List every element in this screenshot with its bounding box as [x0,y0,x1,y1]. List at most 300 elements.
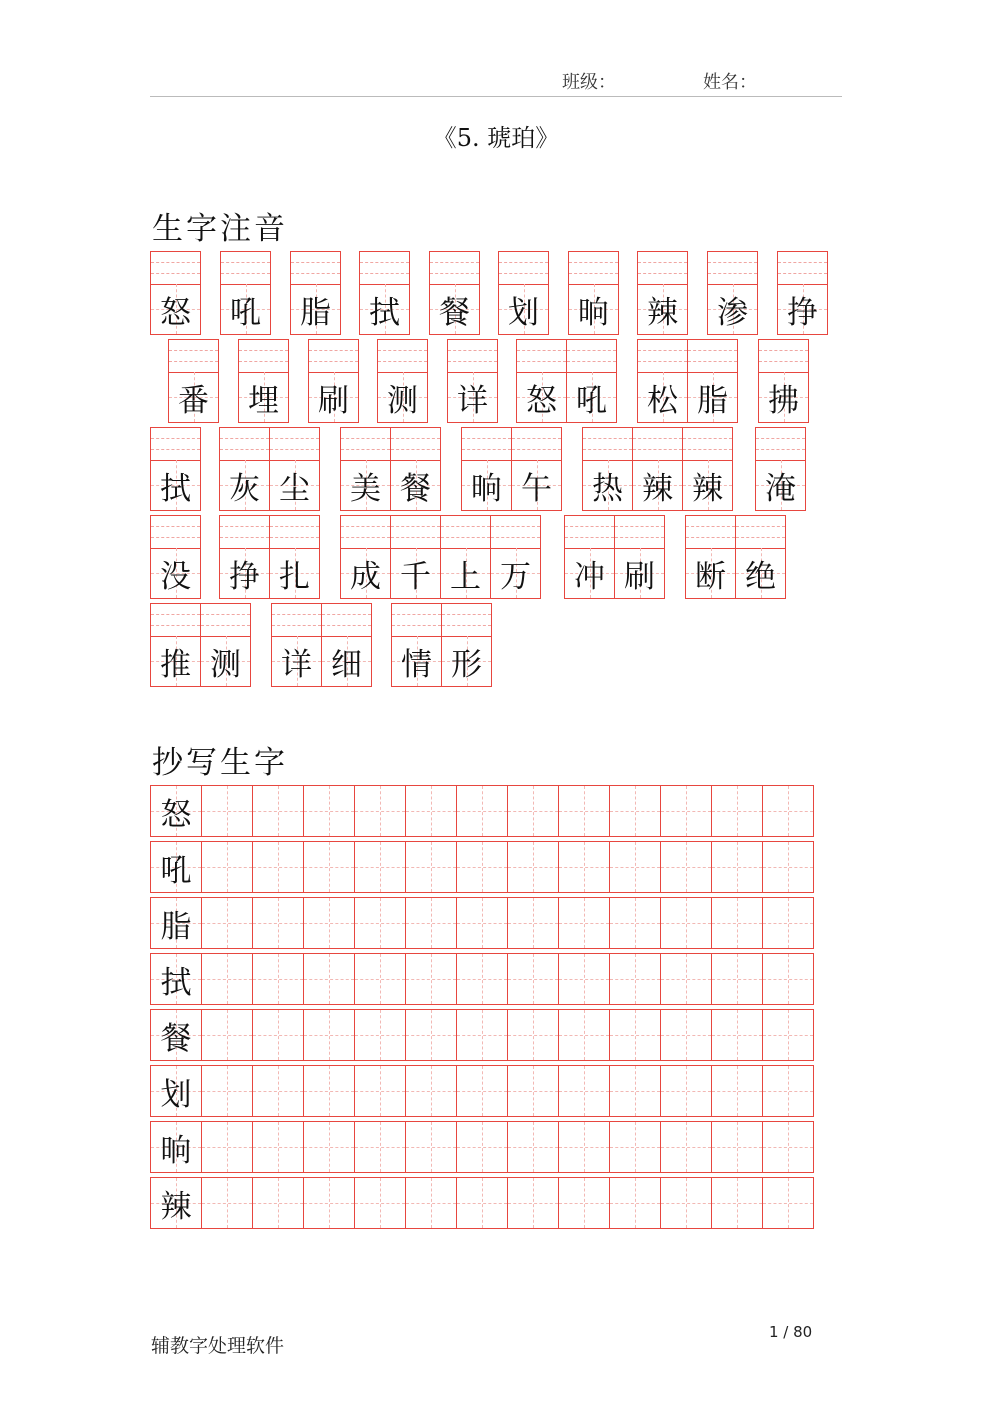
pinyin-box[interactable] [778,252,827,285]
pinyin-cell[interactable] [340,515,391,599]
pinyin-box[interactable] [499,252,548,285]
model-character: 辣 [160,1188,192,1225]
pinyin-cell[interactable] [168,339,219,423]
practice-blank-cell[interactable] [354,1009,406,1061]
practice-blank-cell[interactable] [201,953,253,1005]
practice-blank-cell[interactable] [762,897,814,949]
practice-blank-cell[interactable] [252,897,304,949]
pinyin-box[interactable] [309,340,358,373]
character: 拂 [768,382,799,419]
practice-blank-cell[interactable] [201,841,253,893]
model-character: 餐 [160,1020,192,1057]
pinyin-cell[interactable] [511,427,562,511]
character: 晌 [578,294,609,331]
practice-blank-cell[interactable] [405,1009,457,1061]
pinyin-box[interactable] [391,516,440,549]
pinyin-cell[interactable] [568,251,619,335]
vocab-word [377,339,427,423]
vocab-word [498,251,548,335]
practice-blank-cell[interactable] [405,1065,457,1117]
character: 埋 [248,382,279,419]
pinyin-box[interactable] [272,604,321,637]
model-character: 晌 [160,1132,192,1169]
practice-model-cell [150,1009,202,1061]
character: 扎 [279,558,310,595]
character: 番 [178,382,209,419]
character: 刷 [318,382,349,419]
practice-blank-cell[interactable] [558,1065,610,1117]
pinyin-box[interactable] [638,340,687,373]
section-copy-title: 抄写生字 [152,745,288,781]
character: 没 [160,558,191,595]
vocab-word [308,339,358,423]
pinyin-box[interactable] [392,604,441,637]
practice-blank-cell[interactable] [711,841,763,893]
pinyin-box[interactable] [270,428,319,461]
practice-blank-cell[interactable] [558,841,610,893]
practice-blank-cell[interactable] [303,1177,355,1229]
character: 热 [592,470,623,507]
pinyin-cell[interactable] [614,515,665,599]
practice-blank-cell[interactable] [660,841,712,893]
pinyin-box[interactable] [583,428,632,461]
practice-row [150,897,818,949]
character: 详 [457,382,488,419]
pinyin-cell[interactable] [498,251,549,335]
character: 午 [521,470,552,507]
pinyin-box[interactable] [569,252,618,285]
practice-blank-cell[interactable] [405,1121,457,1173]
pinyin-cell[interactable] [441,603,492,687]
practice-blank-cell[interactable] [354,785,406,837]
pinyin-box[interactable] [441,516,490,549]
character: 吼 [230,294,261,331]
practice-blank-cell[interactable] [609,897,661,949]
pinyin-box[interactable] [462,428,511,461]
pinyin-cell[interactable] [707,251,758,335]
practice-blank-cell[interactable] [507,785,559,837]
practice-blank-cell[interactable] [762,1177,814,1229]
practice-blank-cell[interactable] [762,953,814,1005]
pinyin-cell[interactable] [516,339,567,423]
pinyin-cell[interactable] [340,427,391,511]
pinyin-box[interactable] [638,252,687,285]
pinyin-box[interactable] [151,252,200,285]
pinyin-cell[interactable] [758,339,809,423]
pinyin-cell[interactable] [582,427,633,511]
pinyin-box[interactable] [683,428,732,461]
practice-blank-cell[interactable] [507,1065,559,1117]
footer-software: 辅教字处理软件 [151,1335,285,1357]
pinyin-cell[interactable] [219,427,270,511]
vocab-word [359,251,409,335]
practice-blank-cell[interactable] [762,1009,814,1061]
pinyin-cell[interactable] [490,515,541,599]
pinyin-box[interactable] [756,428,805,461]
practice-blank-cell[interactable] [609,841,661,893]
pinyin-cell[interactable] [200,603,251,687]
practice-blank-cell[interactable] [660,1009,712,1061]
practice-blank-cell[interactable] [252,1121,304,1173]
practice-row [150,1121,818,1173]
practice-blank-cell[interactable] [456,1065,508,1117]
pinyin-cell[interactable] [238,339,289,423]
character: 灰 [229,470,260,507]
pinyin-box[interactable] [615,516,664,549]
character: 餐 [400,470,431,507]
pinyin-cell[interactable] [682,427,733,511]
practice-blank-cell[interactable] [354,897,406,949]
character: 细 [331,646,362,683]
pinyin-cell[interactable] [566,339,617,423]
pinyin-cell[interactable] [269,427,320,511]
pinyin-box[interactable] [220,516,269,549]
practice-blank-cell[interactable] [507,841,559,893]
vocab-word [707,251,757,335]
practice-blank-cell[interactable] [252,1177,304,1229]
practice-blank-cell[interactable] [507,1009,559,1061]
practice-blank-cell[interactable] [405,785,457,837]
vocab-word [777,251,827,335]
vocab-word [755,427,805,511]
practice-blank-cell[interactable] [660,1065,712,1117]
pinyin-box[interactable] [391,428,440,461]
pinyin-box[interactable] [291,252,340,285]
character: 冲 [574,558,605,595]
character: 挣 [787,294,818,331]
character: 划 [508,294,539,331]
vocab-word [150,603,250,687]
practice-blank-cell[interactable] [201,1009,253,1061]
vocab-word [168,339,218,423]
pinyin-box[interactable] [442,604,491,637]
practice-blank-cell[interactable] [558,785,610,837]
pinyin-cell[interactable] [290,251,341,335]
practice-blank-cell[interactable] [507,1177,559,1229]
practice-blank-cell[interactable] [201,1177,253,1229]
vocab-word [461,427,561,511]
character: 辣 [647,294,678,331]
practice-blank-cell[interactable] [252,953,304,1005]
practice-blank-cell[interactable] [456,841,508,893]
character: 推 [160,646,191,683]
practice-blank-cell[interactable] [201,1121,253,1173]
character: 万 [500,558,531,595]
character: 尘 [279,470,310,507]
practice-blank-cell[interactable] [354,1065,406,1117]
page-title: 《5. 琥珀》 [432,124,560,152]
character: 吼 [576,382,607,419]
practice-blank-cell[interactable] [354,841,406,893]
pinyin-cell[interactable] [564,515,615,599]
practice-blank-cell[interactable] [711,1065,763,1117]
practice-blank-cell[interactable] [303,1009,355,1061]
practice-blank-cell[interactable] [762,1121,814,1173]
practice-model-cell [150,953,202,1005]
character: 测 [210,646,241,683]
practice-blank-cell[interactable] [609,785,661,837]
pinyin-cell[interactable] [390,427,441,511]
vocab-word [391,603,491,687]
vocab-word [150,427,200,511]
pinyin-box[interactable] [151,428,200,461]
character: 渗 [717,294,748,331]
practice-blank-cell[interactable] [303,1065,355,1117]
pinyin-cell[interactable] [755,427,806,511]
pinyin-box[interactable] [430,252,479,285]
practice-model-cell [150,1121,202,1173]
practice-blank-cell[interactable] [609,1009,661,1061]
practice-blank-cell[interactable] [507,1121,559,1173]
practice-blank-cell[interactable] [354,953,406,1005]
pinyin-cell[interactable] [440,515,491,599]
pinyin-box[interactable] [322,604,371,637]
vocab-word [271,603,371,687]
vocab-word [340,515,540,599]
practice-blank-cell[interactable] [456,1121,508,1173]
pinyin-cell[interactable] [735,515,786,599]
pinyin-cell[interactable] [359,251,410,335]
pinyin-box[interactable] [270,516,319,549]
vocab-word [290,251,340,335]
character: 详 [281,646,312,683]
vocab-word [150,251,200,335]
practice-blank-cell[interactable] [711,953,763,1005]
page-number: 1 / 80 [769,1323,813,1341]
character: 上 [450,558,481,595]
pinyin-box[interactable] [201,604,250,637]
practice-blank-cell[interactable] [609,953,661,1005]
practice-blank-cell[interactable] [354,1121,406,1173]
practice-blank-cell[interactable] [507,953,559,1005]
vocab-word [447,339,497,423]
model-character: 拭 [160,964,192,1001]
pinyin-box[interactable] [633,428,682,461]
practice-blank-cell[interactable] [456,1009,508,1061]
practice-blank-cell[interactable] [558,897,610,949]
practice-blank-cell[interactable] [303,1121,355,1173]
practice-blank-cell[interactable] [354,1177,406,1229]
pinyin-box[interactable] [565,516,614,549]
pinyin-box[interactable] [341,428,390,461]
character: 脂 [300,294,331,331]
practice-blank-cell[interactable] [609,1065,661,1117]
character: 测 [387,382,418,419]
practice-model-cell [150,897,202,949]
pinyin-cell[interactable] [429,251,480,335]
practice-row [150,1065,818,1117]
pinyin-box[interactable] [708,252,757,285]
practice-blank-cell[interactable] [762,785,814,837]
practice-blank-cell[interactable] [456,785,508,837]
character: 餐 [439,294,470,331]
practice-blank-cell[interactable] [660,785,712,837]
pinyin-cell[interactable] [150,515,201,599]
vocab-word [564,515,664,599]
practice-blank-cell[interactable] [303,841,355,893]
vocab-word [758,339,808,423]
model-character: 脂 [160,908,192,945]
practice-grid [150,785,818,1233]
practice-blank-cell[interactable] [711,897,763,949]
model-character: 怒 [160,796,192,833]
practice-blank-cell[interactable] [405,1177,457,1229]
practice-row [150,785,818,837]
character: 怒 [160,294,191,331]
practice-blank-cell[interactable] [201,897,253,949]
practice-blank-cell[interactable] [660,1177,712,1229]
practice-row [150,841,818,893]
pinyin-cell[interactable] [219,515,270,599]
character: 挣 [229,558,260,595]
class-label: 班级： [562,72,616,93]
practice-blank-cell[interactable] [303,785,355,837]
practice-blank-cell[interactable] [303,953,355,1005]
pinyin-box[interactable] [378,340,427,373]
pinyin-box[interactable] [151,516,200,549]
practice-blank-cell[interactable] [252,1009,304,1061]
practice-blank-cell[interactable] [762,841,814,893]
practice-blank-cell[interactable] [456,1177,508,1229]
pinyin-box[interactable] [239,340,288,373]
pinyin-cell[interactable] [391,603,442,687]
practice-model-cell [150,1065,202,1117]
model-character: 吼 [160,852,192,889]
character: 形 [451,646,482,683]
practice-model-cell [150,841,202,893]
pinyin-cell[interactable] [447,339,498,423]
vocab-word [340,427,440,511]
practice-blank-cell[interactable] [660,1121,712,1173]
pinyin-box[interactable] [512,428,561,461]
practice-row [150,1009,818,1061]
character: 淹 [765,470,796,507]
pinyin-cell[interactable] [377,339,428,423]
practice-blank-cell[interactable] [711,1009,763,1061]
vocab-word [582,427,732,511]
pinyin-cell[interactable] [637,339,688,423]
practice-blank-cell[interactable] [711,785,763,837]
section-pinyin-title: 生字注音 [152,211,288,247]
practice-row [150,1177,818,1229]
pinyin-box[interactable] [736,516,785,549]
vocab-word [637,339,737,423]
practice-blank-cell[interactable] [252,785,304,837]
character: 辣 [642,470,673,507]
pinyin-box[interactable] [686,516,735,549]
pinyin-cell[interactable] [321,603,372,687]
vocab-word [637,251,687,335]
pinyin-cell[interactable] [632,427,683,511]
practice-blank-cell[interactable] [558,1009,610,1061]
pinyin-cell[interactable] [777,251,828,335]
vocab-word [220,251,270,335]
practice-blank-cell[interactable] [252,1065,304,1117]
pinyin-box[interactable] [221,252,270,285]
practice-blank-cell[interactable] [252,841,304,893]
vocab-word [568,251,618,335]
practice-blank-cell[interactable] [456,897,508,949]
pinyin-cell[interactable] [150,427,201,511]
character: 辣 [692,470,723,507]
character: 美 [350,470,381,507]
character: 成 [350,558,381,595]
pinyin-box[interactable] [151,604,200,637]
pinyin-box[interactable] [759,340,808,373]
pinyin-box[interactable] [220,428,269,461]
name-label: 姓名： [703,72,757,93]
practice-blank-cell[interactable] [711,1177,763,1229]
practice-blank-cell[interactable] [609,1121,661,1173]
pinyin-box[interactable] [567,340,616,373]
pinyin-cell[interactable] [390,515,441,599]
character: 松 [647,382,678,419]
practice-blank-cell[interactable] [558,953,610,1005]
practice-blank-cell[interactable] [405,897,457,949]
pinyin-cell[interactable] [271,603,322,687]
pinyin-box[interactable] [448,340,497,373]
pinyin-cell[interactable] [150,603,201,687]
practice-row [150,953,818,1005]
character: 绝 [745,558,776,595]
character: 脂 [697,382,728,419]
pinyin-box[interactable] [360,252,409,285]
practice-blank-cell[interactable] [558,1177,610,1229]
character: 情 [401,646,432,683]
pinyin-box[interactable] [491,516,540,549]
pinyin-box[interactable] [688,340,737,373]
pinyin-cell[interactable] [220,251,271,335]
practice-blank-cell[interactable] [405,953,457,1005]
practice-blank-cell[interactable] [762,1065,814,1117]
practice-blank-cell[interactable] [711,1121,763,1173]
vocab-word [429,251,479,335]
practice-blank-cell[interactable] [201,785,253,837]
pinyin-cell[interactable] [150,251,201,335]
vocab-word [150,515,200,599]
pinyin-cell[interactable] [687,339,738,423]
pinyin-box[interactable] [169,340,218,373]
vocab-word [219,515,319,599]
practice-blank-cell[interactable] [660,953,712,1005]
practice-blank-cell[interactable] [660,897,712,949]
pinyin-cell[interactable] [685,515,736,599]
pinyin-cell[interactable] [637,251,688,335]
practice-blank-cell[interactable] [201,1065,253,1117]
practice-blank-cell[interactable] [558,1121,610,1173]
vocab-word [685,515,785,599]
vocab-word [219,427,319,511]
character: 晌 [471,470,502,507]
practice-blank-cell[interactable] [507,897,559,949]
pinyin-box[interactable] [341,516,390,549]
model-character: 划 [160,1076,192,1113]
practice-model-cell [150,1177,202,1229]
practice-blank-cell[interactable] [303,897,355,949]
pinyin-box[interactable] [517,340,566,373]
practice-blank-cell[interactable] [609,1177,661,1229]
practice-model-cell [150,785,202,837]
header-divider [150,96,842,97]
pinyin-cell[interactable] [269,515,320,599]
character: 断 [695,558,726,595]
practice-blank-cell[interactable] [456,953,508,1005]
practice-blank-cell[interactable] [405,841,457,893]
pinyin-cell[interactable] [308,339,359,423]
character: 拭 [160,470,191,507]
pinyin-cell[interactable] [461,427,512,511]
character: 千 [400,558,431,595]
